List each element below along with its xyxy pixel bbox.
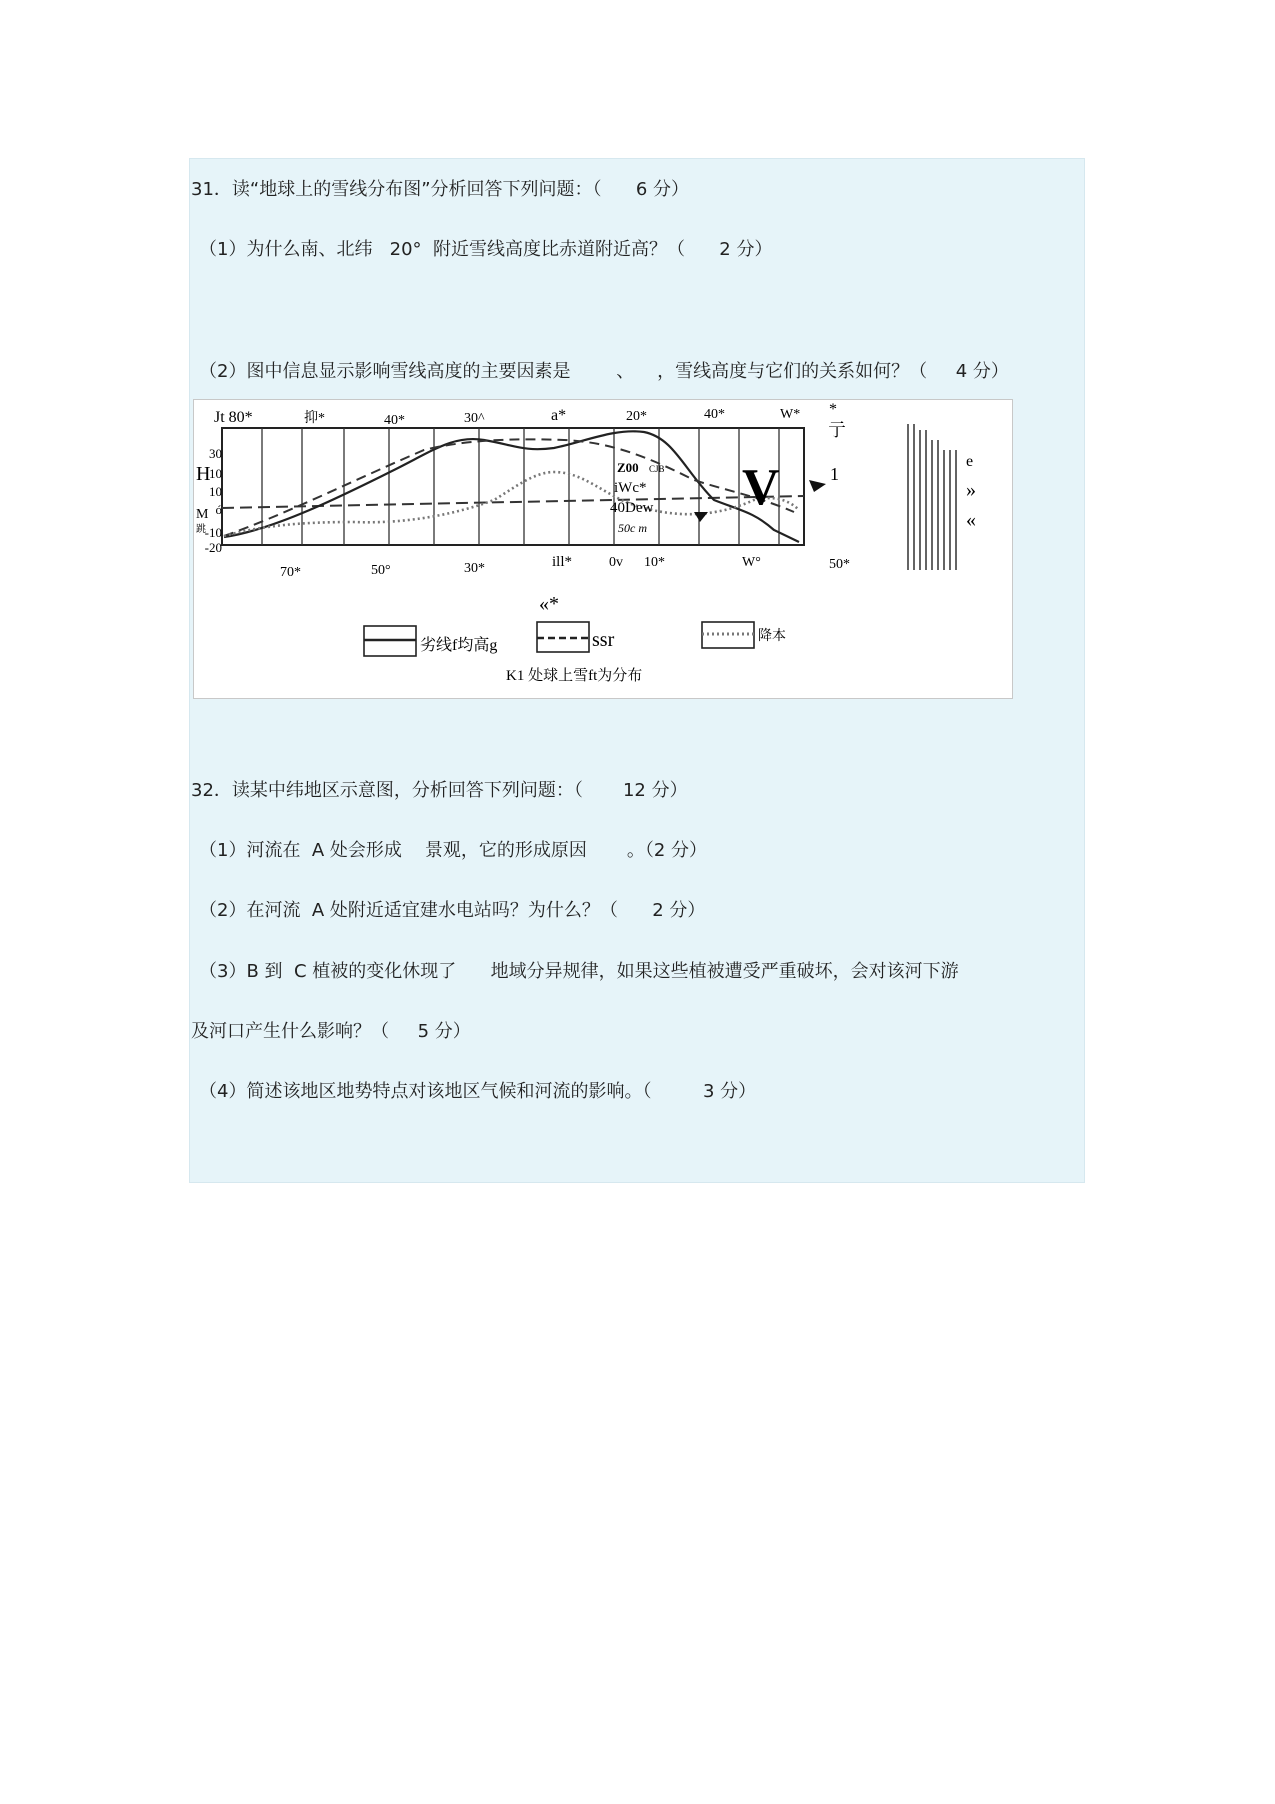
right-mark: 亍 xyxy=(828,420,846,440)
q31-title: 31．读“地球上的雪线分布图”分析回答下列问题：（ 6 分） xyxy=(191,179,690,200)
snowline-chart xyxy=(194,400,1012,698)
marker-triangle xyxy=(809,480,826,492)
right-mark: » xyxy=(966,479,976,501)
left-tick-label: 30 xyxy=(209,446,222,461)
left-tick-label: 10 xyxy=(209,484,222,499)
left-axis-text: H xyxy=(196,463,211,485)
bottom-label: 10* xyxy=(644,555,665,570)
inner-label: iWc* xyxy=(614,480,647,496)
figure-caption: K1 处球上雪ft为分布 xyxy=(506,668,643,684)
q32-sub1: （1）河流在 A 处会形成 景观，它的形成原因 。（2 分） xyxy=(199,840,708,861)
top-label: * xyxy=(829,401,837,418)
precipitation-curve xyxy=(224,472,799,536)
legend xyxy=(364,593,786,656)
big-letter-v: V xyxy=(742,459,780,516)
bottom-label: 70* xyxy=(280,565,301,580)
bottom-label: 0v xyxy=(609,555,623,570)
bottom-label: W° xyxy=(742,555,761,570)
bottom-label: 50° xyxy=(371,563,391,578)
top-label: Jt 80* xyxy=(214,409,253,426)
left-tick-label: 10 xyxy=(209,466,222,481)
inner-label: Z00 xyxy=(617,460,639,475)
left-tick-label: ó xyxy=(215,502,222,517)
bottom-label: ill* xyxy=(552,554,573,570)
top-label: 20* xyxy=(626,409,647,424)
left-axis-text: 跳 xyxy=(196,524,206,535)
q31-sub2: （2）图中信息显示影响雪线高度的主要因素是 、 ，雪线高度与它们的关系如何？（ 4 分） xyxy=(199,361,1009,382)
inner-label: CJB xyxy=(649,464,665,474)
top-label: 30^ xyxy=(464,411,485,426)
legend-label: 劣线f均高g xyxy=(420,637,498,654)
inner-label: 40Dew xyxy=(610,500,654,516)
temperature-curve xyxy=(224,439,794,536)
top-label: W* xyxy=(780,407,801,422)
legend-label: ssr xyxy=(592,629,615,651)
right-mark: e xyxy=(966,453,974,470)
legend-label: 降本 xyxy=(758,629,786,644)
marker-triangle xyxy=(694,512,708,522)
inner-label: 50c m xyxy=(618,521,647,535)
top-label: 40* xyxy=(384,413,405,428)
bottom-label: 30* xyxy=(464,561,485,576)
left-tick-label: -20 xyxy=(204,540,222,555)
right-mark: 1 xyxy=(830,464,839,484)
legend-mark: «* xyxy=(539,593,559,615)
q32-sub3: （3）B 到 C 植被的变化休现了 地域分异规律，如果这些植被遭受严重破坏，会对该河下游 xyxy=(199,961,959,982)
snowline-figure xyxy=(193,399,1013,699)
top-label: 抑* xyxy=(304,411,325,426)
right-vertical-bars xyxy=(908,424,956,570)
q32-sub4: （4）简述该地区地势特点对该地区气候和河流的影响。（ 3 分） xyxy=(199,1081,757,1102)
top-label: a* xyxy=(551,407,567,424)
q32-title: 32．读某中纬地区示意图，分析回答下列问题：（ 12 分） xyxy=(191,780,688,801)
top-label: 40* xyxy=(704,407,725,422)
right-mark: « xyxy=(966,509,976,531)
left-tick-label: -10 xyxy=(204,525,222,540)
q32-sub2: （2）在河流 A 处附近适宜建水电站吗？为什么？（ 2 分） xyxy=(199,900,706,921)
q32-sub3-cont: 及河口产生什么影响？（ 5 分） xyxy=(191,1021,471,1042)
left-axis-text: M xyxy=(196,507,209,522)
bottom-label: 50* xyxy=(829,557,850,572)
q31-sub1: （1）为什么南、北纬 20° 附近雪线高度比赤道附近高？（ 2 分） xyxy=(199,239,773,260)
